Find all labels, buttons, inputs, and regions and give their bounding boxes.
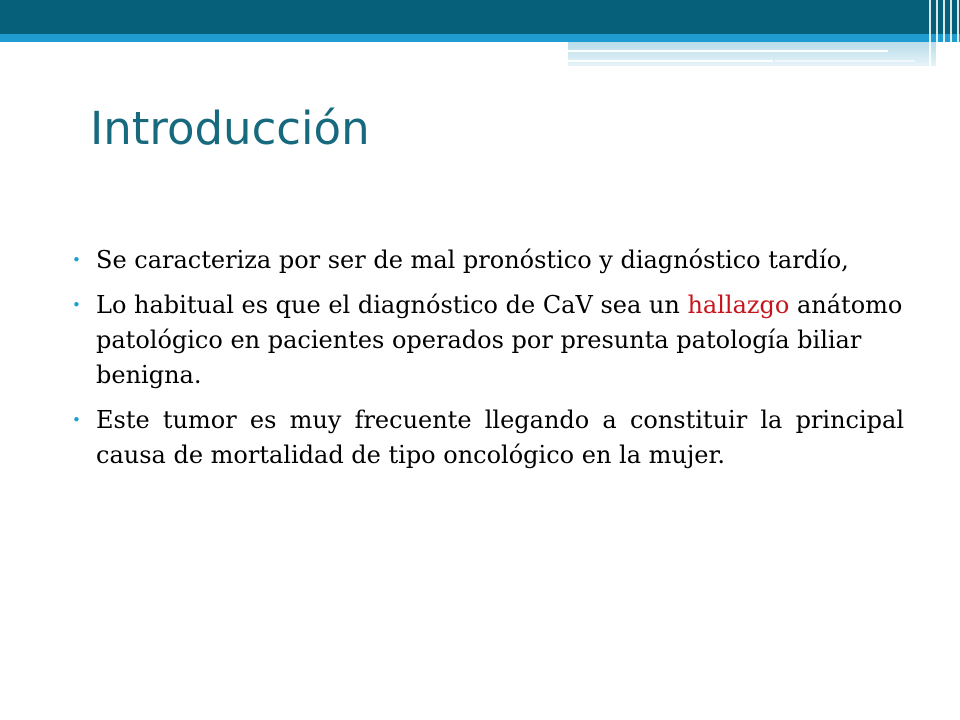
highlighted-word: hallazgo bbox=[687, 291, 790, 319]
ribbon-line bbox=[568, 50, 888, 52]
header-accent-band bbox=[0, 34, 960, 42]
bullet-text-before: Lo habitual es que el diagnóstico de CaV sea un bbox=[96, 291, 688, 319]
bullet-item-diagnosis bbox=[70, 288, 904, 393]
edge-stripe bbox=[943, 0, 945, 66]
bullet-text: Se caracteriza por ser de mal pronóstico y diagnóstico tardío, bbox=[96, 246, 849, 274]
bullet-list bbox=[70, 243, 904, 483]
edge-stripe bbox=[936, 0, 938, 66]
ribbon-line bbox=[775, 60, 915, 62]
bullet-icon: • bbox=[72, 251, 81, 269]
bullet-text-after: anátomo patológico en pacientes operados por presunta patología biliar benigna. bbox=[96, 291, 903, 389]
slide-title: Introducción bbox=[90, 102, 370, 155]
ribbon-line bbox=[568, 60, 773, 62]
decorative-ribbon bbox=[568, 42, 936, 66]
bullet-text: Este tumor es muy frecuente llegando a constituir la principal causa de mortalidad de tipo oncológico en la mujer. bbox=[96, 406, 904, 469]
header-band bbox=[0, 0, 960, 34]
edge-stripe bbox=[957, 0, 959, 66]
bullet-icon: • bbox=[72, 411, 81, 429]
edge-stripe bbox=[929, 0, 931, 66]
bullet-item-prognosis bbox=[70, 243, 904, 278]
bullet-item-frequency bbox=[70, 403, 904, 473]
edge-stripe bbox=[950, 0, 952, 66]
bullet-icon: • bbox=[72, 296, 81, 314]
